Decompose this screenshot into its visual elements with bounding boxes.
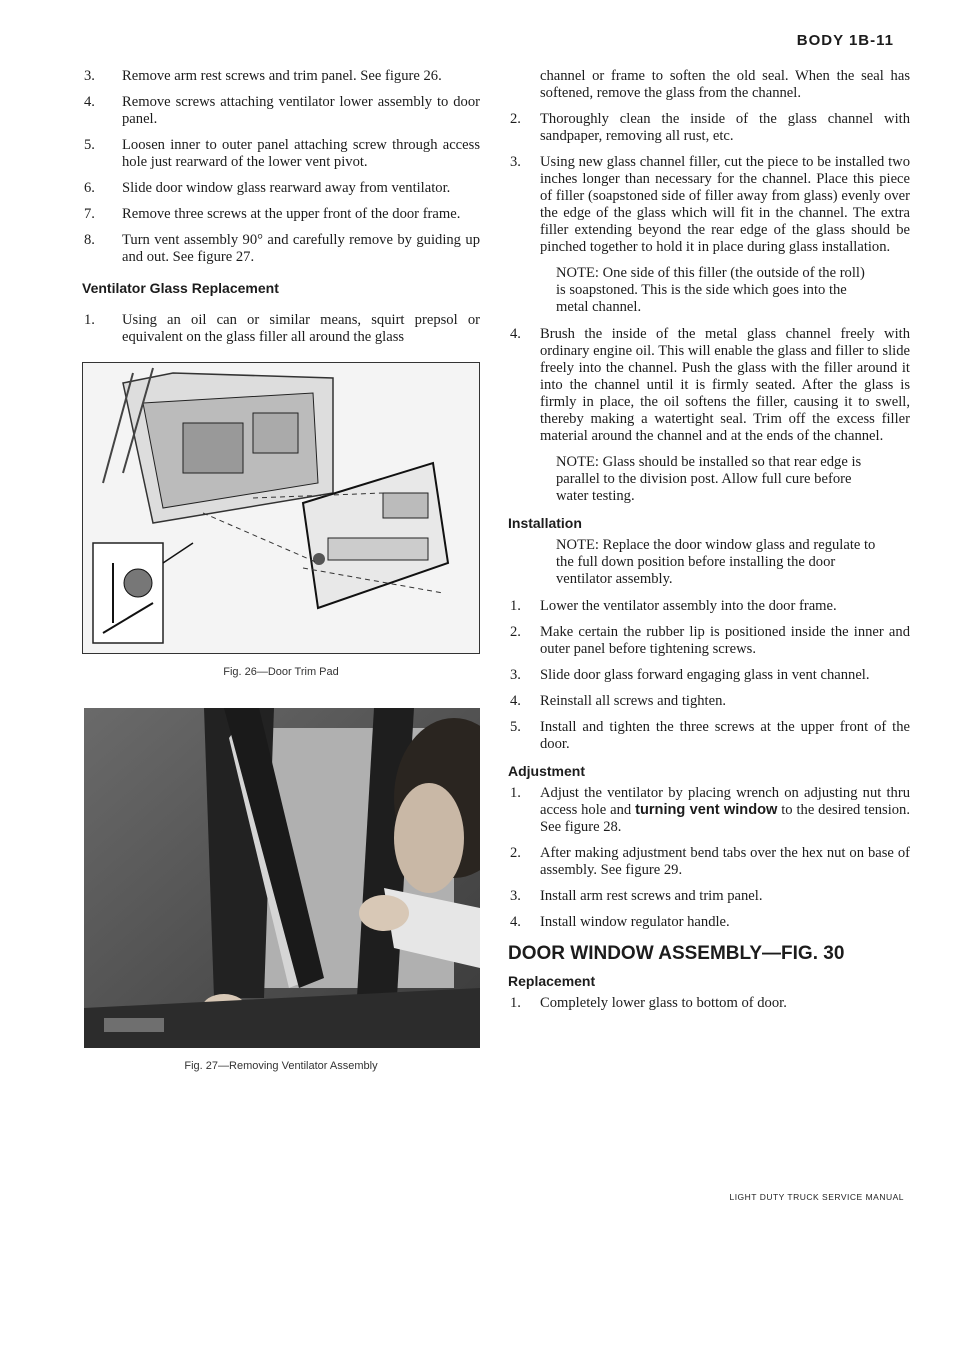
note-glass-install: NOTE: Glass should be installed so that rear edge is parallel to the division post. Allow full cure before water testing. [556, 454, 862, 504]
list-item: 3. Install arm rest screws and trim panel. [510, 888, 763, 904]
continued-paragraph: channel or frame to soften the old seal. When the seal has softened, remove the glass from the channel. [540, 68, 910, 101]
page-footer: LIGHT DUTY TRUCK SERVICE MANUAL [729, 1192, 904, 1202]
list-item: 2. Make certain the rubber lip is positioned inside the inner and outer panel before tightening screws. [510, 624, 910, 657]
note-replace-glass: NOTE: Replace the door window glass and regulate to the full down position before installing the door ventilator assembly. [556, 537, 876, 587]
list-item: 4. Brush the inside of the metal glass channel freely with ordinary engine oil. This will enable the glass and filler to slide freely into the channel. Push the glass with the filler around it into the channel until it is firmly seated. After the glass is firmly in place, the oil softens the filler, causing it to swell, thereby making a watertight seal. Trim off the excess filler material around the channel and at the ends of the channel. [510, 326, 910, 444]
removal-steps [82, 68, 480, 266]
right-column [508, 68, 910, 1021]
door-trim-drawing [83, 363, 479, 653]
list-item: 3. Slide door glass forward engaging glass in vent channel. [510, 667, 870, 683]
list-item: 1. Using an oil can or similar means, squirt prepsol or equivalent on the glass filler all around the glass [84, 312, 480, 345]
installation-steps [508, 598, 910, 753]
section-heading-replacement: Replacement [508, 973, 596, 989]
section-heading-adjustment: Adjustment [508, 763, 585, 779]
replacement-steps [508, 995, 910, 1012]
adjustment-steps [508, 785, 910, 931]
vent-glass-steps [82, 312, 480, 346]
section-heading-door-window-assembly: DOOR WINDOW ASSEMBLY—FIG. 30 [508, 943, 845, 964]
list-item: 4. Install window regulator handle. [510, 914, 730, 930]
list-item: 2. After making adjustment bend tabs over the hex nut on base of assembly. See figure 29. [510, 845, 910, 878]
figure-27 [82, 708, 480, 1072]
vent-glass-steps-b [508, 326, 910, 445]
left-column [82, 68, 480, 1072]
note-soapstone: NOTE: One side of this filler (the outside of the roll) is soapstoned. This is the side which goes into the metal channel. [556, 265, 865, 315]
list-item: 4. Remove screws attaching ventilator lower assembly to door panel. [84, 94, 480, 127]
ventilator-photo-drawing [84, 708, 480, 1048]
list-item: 4. Reinstall all screws and tighten. [510, 693, 727, 709]
fig27-caption: Fig. 27—Removing Ventilator Assembly [184, 1060, 378, 1072]
list-item: 5. Loosen inner to outer panel attaching screw through access hole just rearward of the lower vent pivot. [84, 137, 480, 170]
list-item: 7. Remove three screws at the upper front of the door frame. [84, 206, 461, 222]
removing-ventilator-photo [84, 708, 480, 1048]
vent-glass-steps-cont [508, 111, 910, 256]
list-item: 1. Lower the ventilator assembly into the door frame. [510, 598, 837, 614]
list-item: 8. Turn vent assembly 90° and carefully remove by guiding up and out. See figure 27. [84, 232, 480, 265]
list-item: 1. Completely lower glass to bottom of door. [510, 995, 787, 1011]
section-heading-ventilator-glass: Ventilator Glass Replacement [82, 280, 279, 296]
list-item: 6. Slide door window glass rearward away from ventilator. [84, 180, 451, 196]
door-trim-pad-illustration [82, 362, 480, 654]
list-item: 2. Thoroughly clean the inside of the glass channel with sandpaper, removing all rust, etc. [510, 111, 910, 144]
fig26-caption: Fig. 26—Door Trim Pad [223, 666, 339, 678]
list-item: 5. Install and tighten the three screws at the upper front of the door. [510, 719, 910, 752]
list-item: 1. Adjust the ventilator by placing wrench on adjusting nut thru access hole and turning vent window to the desired tension. See figure 28. [510, 785, 910, 835]
page-header: BODY 1B-11 [796, 32, 894, 49]
figure-26 [82, 362, 480, 678]
list-item: 3. Using new glass channel filler, cut the piece to be installed two inches longer than necessary for the channel. Place this piece of filler (soapstoned side of filler away from glass) evenly over the edge of the glass which will fit in the channel. The extra filler extending beyond the rear edge of the glass should be pinched together to hold it in place during glass installation. [510, 154, 910, 255]
list-item: 3. Remove arm rest screws and trim panel. See figure 26. [84, 68, 442, 84]
section-heading-installation: Installation [508, 515, 582, 531]
